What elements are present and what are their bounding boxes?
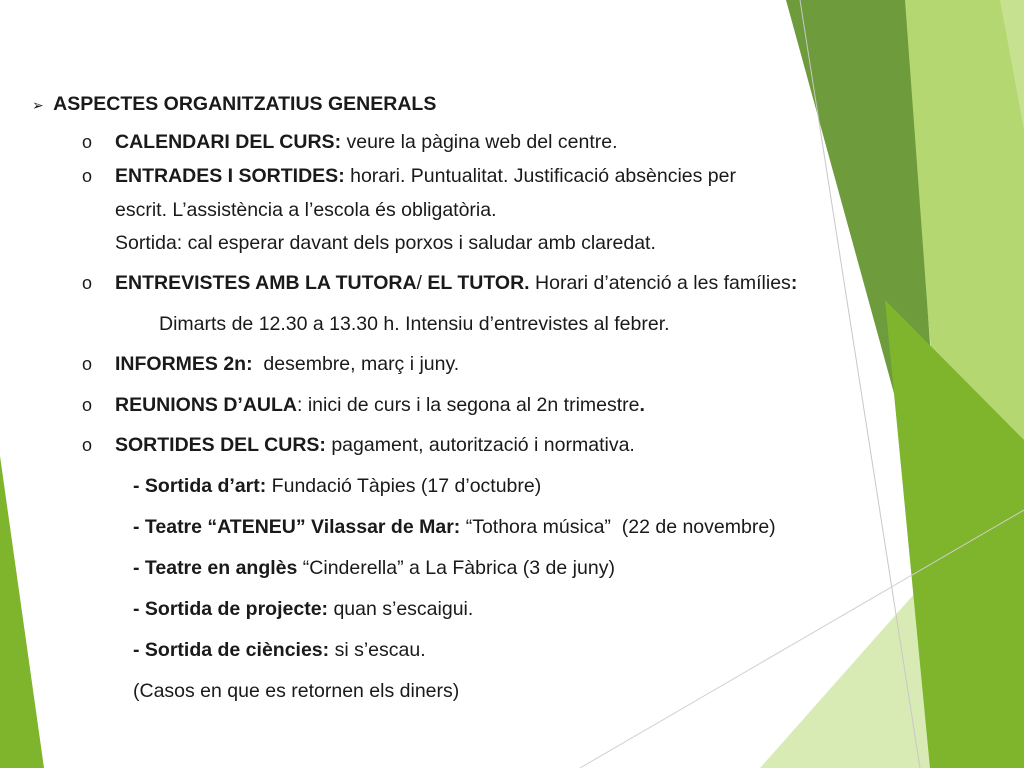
circle-bullet-icon: o [82, 395, 93, 415]
item-label-2: EL TUTOR. [427, 272, 530, 294]
sub-item-text: si s’escau. [329, 639, 426, 661]
sub-item-label: - Teatre “ATENEU” Vilassar de Mar: [133, 516, 461, 538]
list-item-entrades-continuation: escrit. L’assistència a l’escola és obligatòria. [115, 199, 497, 221]
item-label: REUNIONS D’AULA [115, 394, 298, 416]
item-text: Horari d’atenció a les famílies [529, 272, 791, 294]
sub-item-sortida-projecte [133, 597, 473, 621]
item-separator: / [416, 272, 428, 294]
list-item-calendari [115, 130, 618, 154]
sub-item-teatre-ateneu [133, 515, 776, 539]
item-label: ENTREVISTES AMB LA TUTORA [115, 272, 417, 294]
item-text: : inici de curs i la segona al 2n trimestre [297, 394, 640, 416]
circle-bullet-icon: o [82, 166, 93, 186]
sub-item-label: - Teatre en anglès [133, 557, 298, 579]
list-item-entrevistes-continuation: Dimarts de 12.30 a 13.30 h. Intensiu d’entrevistes al febrer. [159, 313, 670, 335]
sub-item-label: - Sortida d’art: [133, 475, 267, 497]
circle-bullet-icon: o [82, 273, 93, 293]
sub-item-teatre-angles [133, 556, 615, 580]
item-label: INFORMES 2n: [115, 353, 253, 375]
item-text: veure la pàgina web del centre. [341, 131, 618, 153]
item-text: pagament, autorització i normativa. [325, 434, 635, 456]
item-text: horari. Puntualitat. Justificació absències per [344, 165, 736, 187]
sub-item-sortida-ciencies [133, 638, 426, 662]
footnote: (Casos en que es retornen els diners) [133, 680, 460, 702]
item-dot: . [639, 394, 645, 416]
sub-item-label: - Sortida de projecte: [133, 598, 329, 620]
circle-bullet-icon: o [82, 132, 93, 152]
arrow-bullet-icon: ➢ [32, 97, 44, 113]
sub-item-text: Fundació Tàpies (17 d’octubre) [266, 475, 542, 497]
item-label: SORTIDES DEL CURS: [115, 434, 326, 456]
item-label: CALENDARI DEL CURS: [115, 131, 342, 153]
list-item-entrevistes [115, 271, 797, 295]
list-item-entrades-continuation: Sortida: cal esperar davant dels porxos i saludar amb claredat. [115, 232, 656, 254]
list-item-reunions [115, 393, 645, 417]
section-heading [32, 92, 436, 117]
list-item-informes [115, 352, 459, 376]
sub-item-text: quan s’escaigui. [328, 598, 474, 620]
circle-bullet-icon: o [82, 435, 93, 455]
item-colon: : [790, 272, 798, 294]
sub-item-text: “Tothora música” (22 de novembre) [460, 516, 776, 538]
heading-text: ASPECTES ORGANITZATIUS GENERALS [53, 93, 437, 115]
sub-item-label: - Sortida de ciències: [133, 639, 330, 661]
circle-bullet-icon: o [82, 354, 93, 374]
green-facet-left [0, 456, 44, 768]
item-text: desembre, març i juny. [252, 353, 460, 375]
list-item-sortides [115, 433, 635, 457]
sub-item-text: “Cinderella” a La Fàbrica (3 de juny) [297, 557, 615, 579]
sub-item-sortida-art [133, 474, 541, 498]
list-item-entrades [115, 164, 736, 188]
item-label: ENTRADES I SORTIDES: [115, 165, 345, 187]
